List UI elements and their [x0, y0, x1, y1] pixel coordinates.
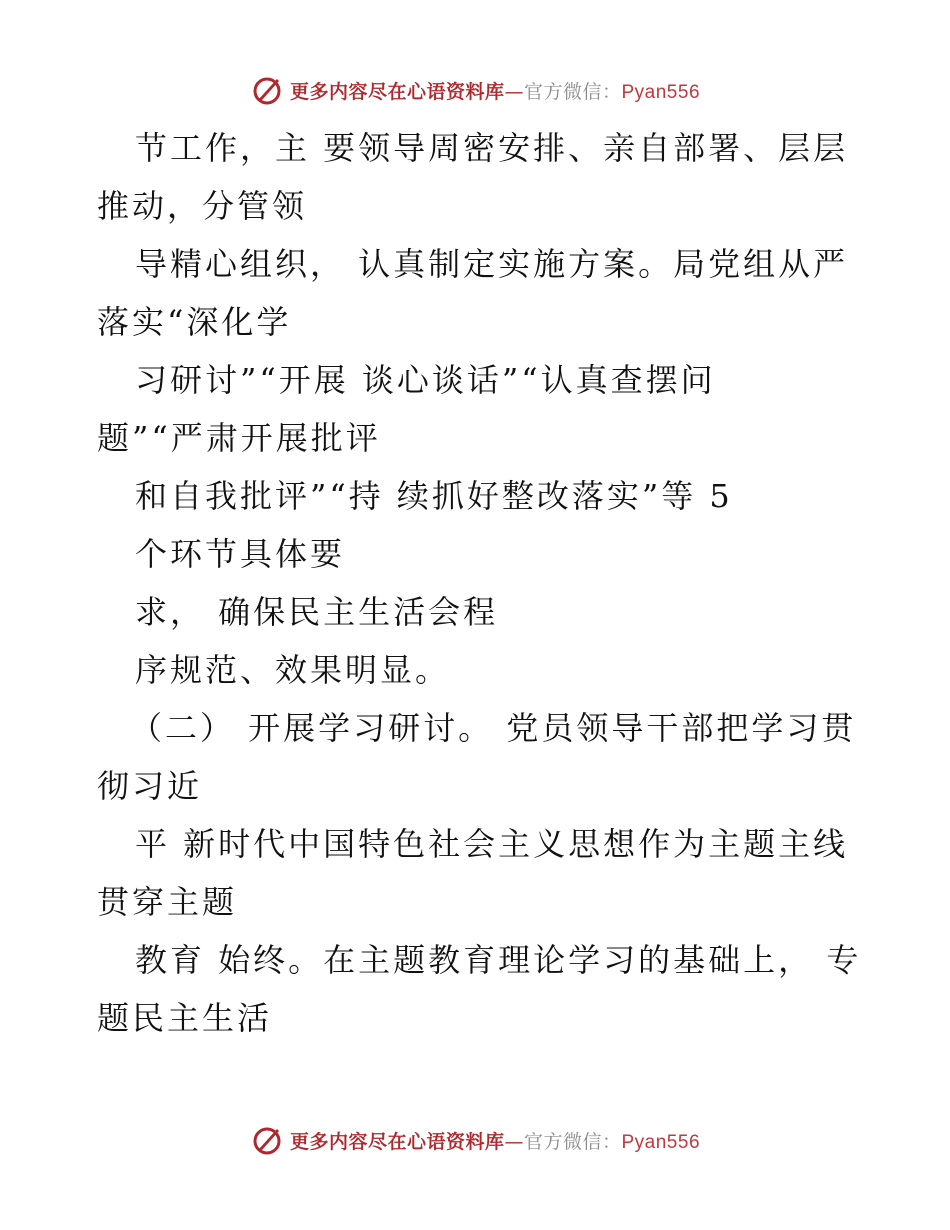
- body-line: 节工作，主 要领导周密安排、亲自部署、层层: [135, 129, 849, 167]
- watermark-text: [290, 77, 700, 104]
- watermark-wechat-id: Pyan556: [621, 1131, 701, 1153]
- quill-pen-circle-icon: [250, 1123, 284, 1157]
- watermark-wechat-id: Pyan556: [621, 81, 701, 103]
- watermark-wechat-label: 官方微信：: [523, 80, 622, 103]
- footer-watermark: [0, 1120, 950, 1160]
- body-line: 导精心组织， 认真制定实施方案。局党组从严: [135, 245, 849, 283]
- watermark-slogan: 更多内容尽在心语资料库: [289, 1130, 505, 1153]
- watermark-dash: —: [504, 1130, 524, 1153]
- body-line: 和自我批评”“持 续抓好整改落实”等 5: [135, 477, 733, 515]
- body-line: 贯穿主题: [97, 883, 238, 921]
- quill-pen-circle-icon: [250, 73, 284, 107]
- watermark-wechat-label: 官方微信：: [523, 1130, 622, 1153]
- body-line: 彻习近: [97, 767, 203, 805]
- body-line: 落实“深化学: [97, 303, 292, 341]
- body-line: 题民主生活: [97, 999, 273, 1037]
- body-line: 序规范、效果明显。: [135, 651, 451, 689]
- watermark-dash: —: [504, 80, 524, 103]
- body-line: 题”“严肃开展批评: [97, 419, 381, 457]
- body-line: 推动，分管领: [97, 187, 308, 225]
- watermark-text: [290, 1127, 700, 1154]
- body-line: 个环节具体要: [135, 535, 346, 573]
- body-line: （二） 开展学习研讨。 党员领导干部把学习贯: [130, 709, 857, 747]
- body-line: 教育 始终。在主题教育理论学习的基础上， 专: [135, 941, 862, 979]
- body-line: 习研讨”“开展 谈心谈话”“认真查摆问: [135, 361, 716, 399]
- body-line: 平 新时代中国特色社会主义思想作为主题主线: [135, 825, 849, 863]
- watermark-slogan: 更多内容尽在心语资料库: [289, 80, 505, 103]
- body-line: 求， 确保民主生活会程: [135, 593, 499, 631]
- header-watermark: [0, 70, 950, 110]
